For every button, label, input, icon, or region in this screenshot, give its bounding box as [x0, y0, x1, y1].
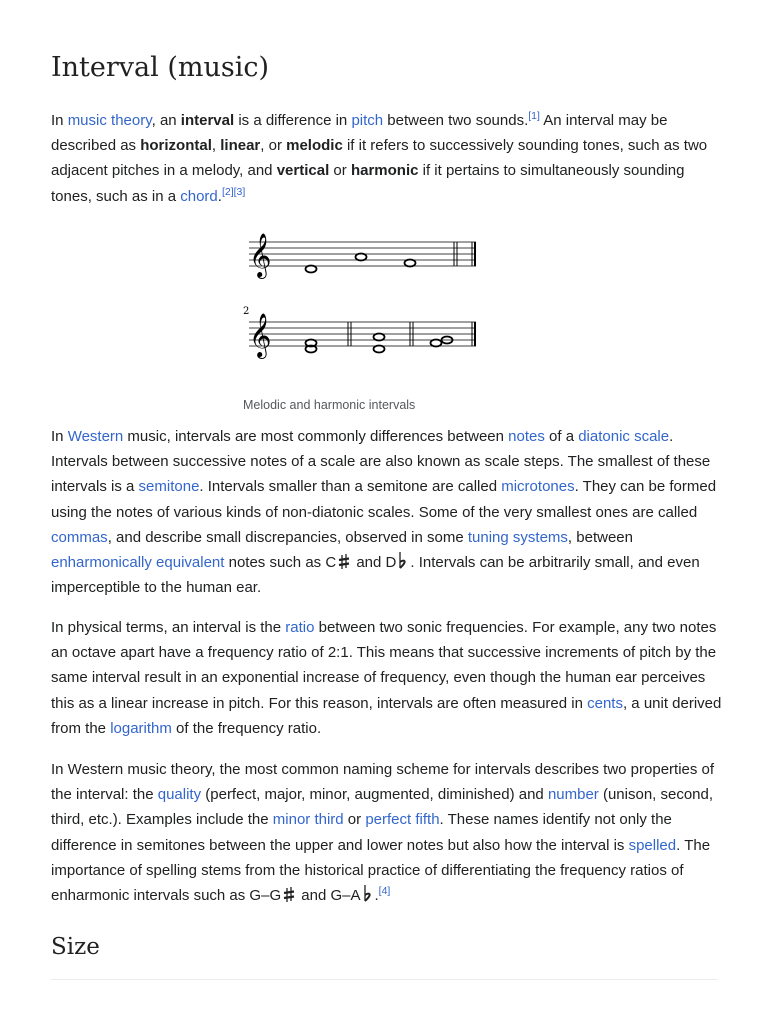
page-title: Interval (music): [51, 52, 270, 83]
link-number[interactable]: number: [547, 786, 599, 804]
bold-term-interval: interval: [180, 112, 235, 129]
bold-term-harmonic: harmonic: [350, 162, 419, 180]
link-quality[interactable]: quality: [157, 786, 202, 804]
link-minor-third[interactable]: minor third: [272, 811, 344, 829]
text: , or: [260, 137, 287, 155]
whole-note: [306, 266, 317, 273]
text: In Western music theory, the most common naming scheme for intervals describes two properties of the interval: the: [51, 761, 715, 804]
text: of the frequency ratio.: [171, 719, 322, 737]
text: ,: [211, 137, 221, 155]
text: . The importance of spelling stems from the historical practice of differentiating the frequency ratios of enharmonic intervals such as G–G: [51, 836, 711, 905]
text: is a difference in: [234, 112, 352, 129]
text: . Intervals between successive notes of a scale are also known as scale steps. The smallest of these intervals is a: [51, 428, 711, 496]
link-diatonic-scale[interactable]: diatonic scale: [578, 428, 670, 445]
bold-term-vertical: vertical: [276, 162, 330, 180]
link-ratio[interactable]: ratio: [285, 619, 315, 636]
sharp-icon: [281, 883, 297, 908]
link-cents[interactable]: cents: [587, 694, 623, 712]
bold-term-melodic: melodic: [286, 137, 343, 155]
text: In: [51, 112, 68, 129]
whole-note: [374, 346, 385, 353]
link-tuning-systems[interactable]: tuning systems: [467, 528, 568, 546]
link-commas[interactable]: commas: [51, 528, 108, 546]
text: of a: [544, 428, 579, 445]
text: if it refers to successively sounding tones, such as two adjacent pitches in a melody, and: [51, 137, 708, 180]
text: In physical terms, an interval is the: [51, 619, 286, 636]
text: notes such as C: [224, 554, 337, 572]
link-perfect-fifth[interactable]: perfect fifth: [365, 811, 440, 829]
link-pitch[interactable]: pitch: [351, 112, 384, 129]
link-western[interactable]: Western: [67, 428, 124, 445]
figure-caption: Melodic and harmonic intervals: [243, 398, 416, 412]
text: (perfect, major, minor, augmented, diminished) and: [201, 786, 548, 804]
bold-term-linear: linear: [220, 137, 261, 155]
western-intervals-paragraph: [51, 424, 723, 600]
text: , and describe small discrepancies, observed in some: [107, 528, 468, 546]
text: , an: [151, 112, 181, 129]
link-semitone[interactable]: semitone: [138, 478, 200, 496]
reference-4[interactable]: [4]: [378, 885, 391, 898]
flat-icon: [396, 550, 410, 575]
reference-2[interactable]: [2]: [221, 185, 234, 198]
sharp-icon: [336, 550, 352, 575]
section-heading-size[interactable]: Size: [51, 934, 100, 960]
text: between two sounds.: [383, 112, 529, 129]
reference-1[interactable]: [1]: [528, 110, 540, 123]
whole-note: [431, 340, 442, 347]
whole-note: [356, 254, 367, 261]
text: and D: [352, 554, 397, 572]
text: if it pertains to simultaneously sounding tones, such as in a: [51, 162, 685, 205]
text: . Intervals can be arbitrarily small, and even imperceptible to the human ear.: [51, 554, 700, 597]
text: or: [329, 162, 351, 180]
link-music-theory[interactable]: music theory: [67, 112, 152, 129]
link-chord[interactable]: chord: [180, 187, 218, 205]
text: or: [343, 811, 366, 829]
text: , between: [567, 528, 633, 546]
text: .: [217, 187, 222, 205]
physical-terms-paragraph: [51, 615, 723, 741]
music-notation-figure: [243, 224, 483, 374]
link-spelled[interactable]: spelled: [628, 836, 677, 854]
link-microtones[interactable]: microtones: [501, 478, 575, 496]
text: . Intervals smaller than a semitone are called: [199, 478, 502, 496]
link-logarithm[interactable]: logarithm: [110, 719, 172, 737]
whole-note: [374, 334, 385, 341]
measure-number: 2: [243, 306, 250, 317]
section-divider: [51, 979, 718, 980]
naming-scheme-paragraph: [51, 757, 723, 908]
text: and G–A: [297, 887, 361, 905]
sheet-music-image: [243, 224, 483, 374]
text: . They can be formed using the notes of various kinds of non-diatonic scales. Some of the very smallest ones are called: [51, 478, 717, 521]
flat-icon: [361, 883, 375, 908]
text: In: [51, 428, 68, 445]
treble-clef-icon: 𝄞: [249, 313, 272, 357]
text: music, intervals are most commonly differences between: [123, 428, 509, 445]
text: (unison, second, third, etc.). Examples include the: [51, 786, 714, 829]
link-notes[interactable]: notes: [508, 428, 545, 445]
text: between two sonic frequencies. For example, any two notes an octave apart have a frequency ratio of 2:1. This means that successive increments of pitch by the same interval result in an exponential increase of frequency, even though the human ear perceives this as a linear increase in pitch. For this reason, intervals are often measured in: [51, 619, 717, 712]
text: .: [374, 887, 379, 905]
text: . These names identify not only the difference in semitones between the upper and lower notes but also how the interval is: [51, 811, 672, 854]
bold-term-horizontal: horizontal: [140, 137, 212, 155]
reference-3[interactable]: [3]: [233, 185, 246, 198]
text: , a unit derived from the: [51, 694, 722, 737]
intro-paragraph: [51, 108, 723, 209]
whole-note: [405, 260, 416, 267]
link-enharmonically-equivalent[interactable]: enharmonically equivalent: [51, 554, 225, 572]
text: An interval may be described as: [51, 112, 668, 155]
treble-clef-icon: 𝄞: [249, 233, 272, 277]
